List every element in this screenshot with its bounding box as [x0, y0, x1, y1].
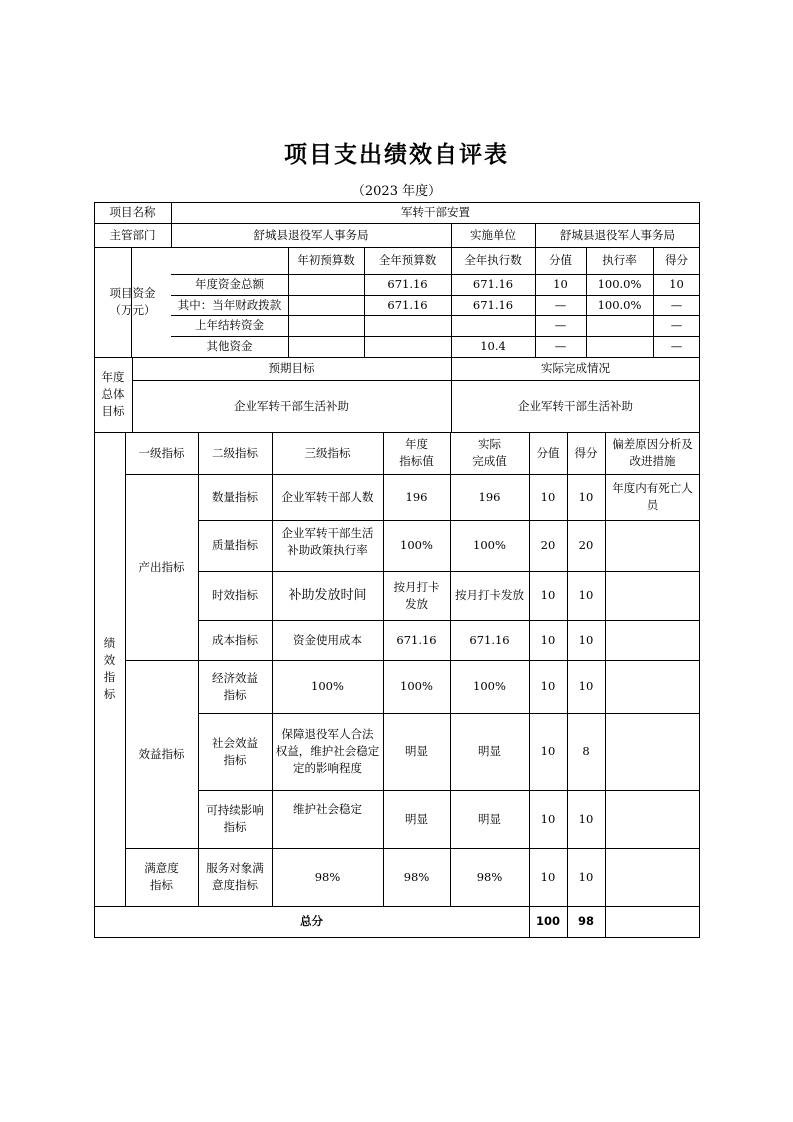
indicator-level3: 补助发放时间 [288, 588, 367, 603]
goals-expected-header: 预期目标 [268, 361, 315, 375]
funds-cell-rate [586, 336, 653, 357]
indicator-level3: 资金使用成本 [293, 632, 362, 647]
indicator-level2: 服务对象满 意度指标 [206, 861, 264, 892]
indicator-level2: 成本指标 [212, 632, 258, 647]
indicator-level2: 数量指标 [212, 489, 258, 504]
header-actual: 实际 完成值 [472, 437, 507, 468]
indicator-deviation: 年度内有死亡人 员 [612, 481, 693, 512]
page-title: 项目支出绩效自评表 [284, 142, 509, 168]
indicator-deviation [605, 571, 700, 620]
unit-value: 舒城县退役军人事务局 [560, 227, 675, 242]
funds-label: 项目资金 （万元） [109, 286, 156, 317]
funds-cell-executed: 10.4 [480, 339, 506, 353]
indicator-score-value: 10 [540, 632, 556, 647]
funds-cell-score: — [670, 297, 683, 312]
unit-label: 实施单位 [470, 227, 516, 242]
total-label: 总分 [300, 914, 323, 928]
header-level1: 一级指标 [138, 445, 185, 460]
funds-cell-initial [288, 274, 364, 295]
indicator-actual: 196 [478, 489, 501, 504]
indicator-score: 10 [578, 679, 594, 693]
indicator-score-value: 10 [540, 679, 556, 693]
project-name: 军转干部安置 [401, 205, 470, 219]
funds-row-label: 年度资金总额 [195, 277, 264, 291]
funds-header-annual: 全年预算数 [378, 253, 437, 267]
indicator-level2: 时效指标 [212, 588, 258, 602]
funds-header-score-value: 分值 [549, 253, 572, 267]
goals-actual: 企业军转干部生活补助 [518, 398, 633, 413]
indicator-level3: 保障退役军人合法 权益，维护社会稳定 定的影响程度 [275, 727, 380, 775]
indicator-actual: 100% [473, 538, 506, 552]
indicator-deviation [605, 848, 700, 906]
indicator-level2: 可持续影响 指标 [206, 803, 264, 834]
header-level2: 二级指标 [212, 445, 258, 460]
indicator-score: 10 [578, 489, 594, 504]
indicator-target: 671.16 [396, 632, 437, 647]
indicator-deviation [605, 660, 700, 713]
indicator-actual: 明显 [478, 744, 501, 758]
header-score: 得分 [574, 445, 598, 460]
funds-cell-rate: 100.0% [597, 297, 642, 312]
funds-row-label: 其他资金 [206, 339, 253, 353]
total-score-value: 100 [535, 914, 560, 928]
goals-expected: 企业军转干部生活补助 [234, 398, 349, 413]
funds-cell-annual: 671.16 [387, 277, 428, 291]
funds-cell-score-value: — [554, 297, 567, 312]
funds-cell-executed: 671.16 [472, 297, 514, 312]
indicator-actual: 明显 [478, 811, 501, 826]
indicator-actual: 按月打卡发放 [455, 588, 524, 602]
indicator-score: 20 [578, 538, 594, 552]
funds-header-score: 得分 [665, 253, 688, 267]
indicator-target: 196 [405, 489, 428, 504]
indicator-score: 10 [578, 869, 594, 884]
indicator-level3: 100% [311, 679, 344, 693]
indicator-score-value: 20 [540, 538, 556, 552]
indicator-level2: 质量指标 [212, 538, 258, 552]
indicator-target: 明显 [405, 811, 428, 826]
funds-cell-rate [586, 315, 653, 336]
total-score: 98 [577, 914, 594, 928]
indicator-deviation [605, 790, 700, 848]
indicator-deviation [605, 620, 700, 660]
funds-cell-annual: 671.16 [387, 297, 428, 312]
header-score-value: 分值 [536, 445, 560, 460]
funds-header-rate: 执行率 [602, 253, 637, 267]
project-name-label: 项目名称 [109, 205, 156, 219]
indicator-deviation [605, 520, 700, 571]
indicator-actual: 100% [473, 679, 506, 693]
group-output: 产出指标 [138, 559, 185, 574]
indicators-label: 绩 效 指 标 [103, 636, 116, 701]
dept-value: 舒城县退役军人事务局 [253, 227, 369, 242]
indicator-actual: 671.16 [469, 632, 510, 647]
header-deviation: 偏差原因分析及 改进措施 [612, 437, 693, 468]
header-level3: 三级指标 [304, 445, 351, 460]
indicator-actual: 98% [476, 869, 503, 884]
funds-row-label: 其中：当年财政拨款 [177, 297, 282, 312]
indicator-score: 10 [578, 811, 594, 826]
indicator-score: 10 [578, 588, 594, 602]
indicator-target: 100% [400, 679, 433, 693]
dept-label: 主管部门 [109, 227, 156, 242]
funds-cell-initial [288, 295, 364, 315]
funds-cell-score-value: 10 [553, 277, 568, 291]
indicator-score-value: 10 [540, 744, 556, 758]
year-label: （2023 年度） [351, 184, 442, 199]
funds-cell-executed [451, 315, 535, 336]
funds-cell-score-value: — [554, 318, 567, 332]
funds-cell-initial [288, 336, 364, 357]
funds-cell-initial [288, 315, 364, 336]
indicator-level2: 经济效益 指标 [212, 670, 258, 702]
indicator-level3: 企业军转干部生活 补助政策执行率 [281, 526, 374, 557]
funds-cell-score: — [670, 318, 683, 332]
group-benefit: 效益指标 [138, 746, 185, 761]
funds-cell-annual [364, 315, 451, 336]
indicator-score-value: 10 [540, 489, 556, 504]
funds-cell-score: 10 [669, 277, 684, 291]
funds-header-initial: 年初预算数 [297, 253, 355, 267]
funds-cell-score-value: — [554, 339, 567, 353]
performance-table [94, 202, 700, 938]
indicator-score-value: 10 [540, 869, 556, 884]
funds-cell-score: — [670, 339, 683, 353]
group-satisfaction: 满意度 指标 [144, 861, 179, 892]
indicator-score-value: 10 [540, 811, 556, 826]
indicator-level3: 维护社会稳定 [293, 802, 362, 816]
goals-actual-header: 实际完成情况 [541, 361, 610, 375]
indicator-score-value: 10 [540, 588, 556, 602]
funds-cell-executed: 671.16 [472, 277, 514, 291]
indicator-level2: 社会效益 指标 [212, 735, 258, 767]
funds-header-executed: 全年执行数 [464, 253, 522, 267]
funds-row-label: 上年结转资金 [195, 318, 264, 332]
funds-cell-rate: 100.0% [597, 277, 642, 291]
indicator-level3: 企业军转干部人数 [281, 489, 374, 504]
header-target: 年度 指标值 [399, 437, 434, 468]
indicator-deviation [605, 713, 700, 790]
indicator-target: 明显 [405, 744, 428, 758]
funds-cell-annual [364, 336, 451, 357]
goals-label: 年度 总体 目标 [101, 370, 125, 418]
indicator-target: 98% [403, 869, 430, 884]
indicator-level3: 98% [314, 869, 341, 884]
indicator-target: 100% [400, 538, 433, 552]
indicator-score: 10 [578, 632, 594, 647]
indicator-score: 8 [582, 744, 590, 758]
indicator-target: 按月打卡 发放 [393, 579, 440, 611]
